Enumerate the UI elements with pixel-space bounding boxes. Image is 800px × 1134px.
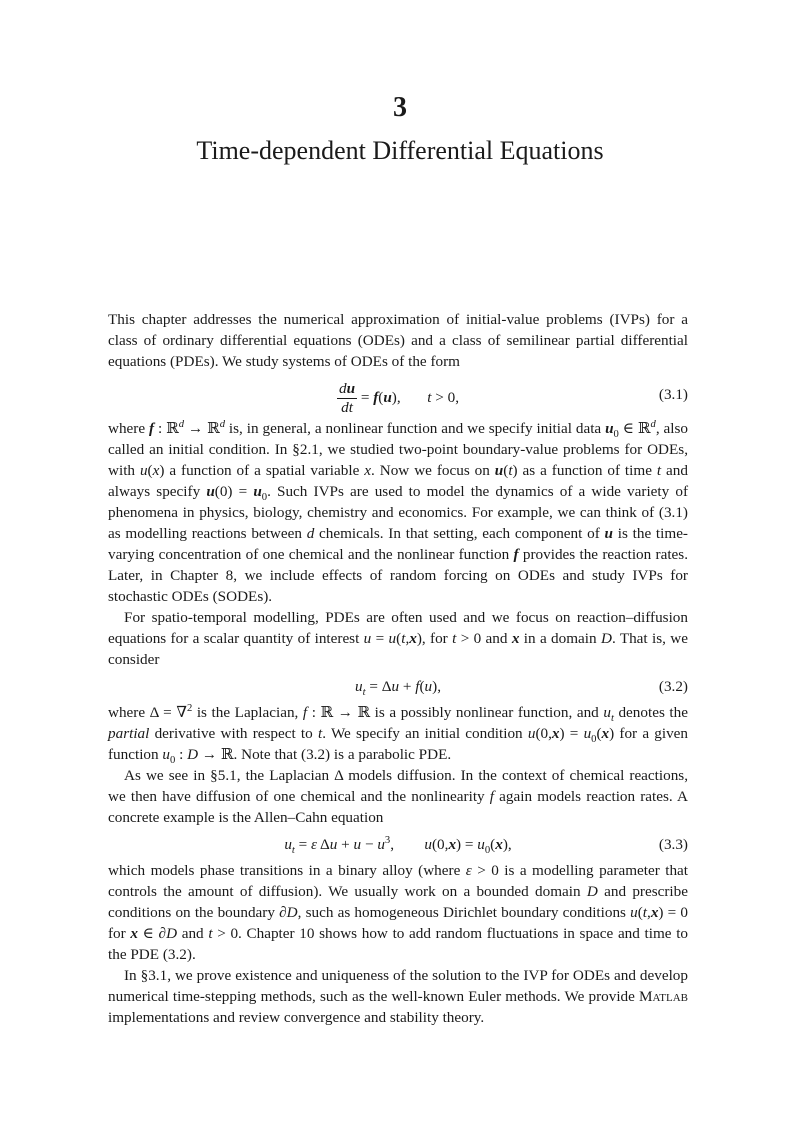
equation-number: (3.3) [658, 836, 688, 853]
chapter-body [108, 309, 688, 1028]
equation-3-2: $u_t = \Delta u + f(u)$, (3.2) [355, 678, 688, 699]
equation-number: (3.1) [658, 386, 688, 403]
chapter-number: 3 [393, 92, 407, 123]
paragraph-pde-intro: For spatio-temporal modelling, PDEs are often used and we focus on reaction–diffusion equations for a scalar quantity of interest u = u(t,x), for t > 0 and x in a domain D. That is, we consider [108, 609, 688, 668]
equation-number: (3.2) [658, 678, 688, 695]
paragraph-allen-cahn: which models phase transitions in a binary alloy (where ε > 0 is a modelling parameter that controls the amount of diffusion). We usually work on a bounded domain D and prescribe conditions on the boundary ∂D, such as homogeneous Dirichlet boundary conditions u(t,x) = 0 for x ∈ ∂D and t > 0. Chapter 10 shows how to add random fluctuations in space and time to the PDE (3.2). [108, 862, 689, 963]
equation-3-3: $u_t = \varepsilon$ $\Delta u + u - u^3$, $u(0,x) = u_0(x)$, (3.3) [284, 834, 688, 857]
paragraph-outline: In §3.1, we prove existence and uniqueness of the solution to the IVP for ODEs and develop numerical time-stepping methods, such as the well-known Euler methods. We provide Matlab implementations and review convergence and stability theory. [108, 967, 688, 1026]
paragraph-laplacian: where Δ = ∇$^2$ is the Laplacian, f : ℝ → ℝ is a possibly nonlinear function, and $u_t$ denotes the partial derivative with respect to t. We specify an initial condition $u(0,x) = u_0(x)$ for a given function $u_0$ : D → ℝ. Note that (3.2) is a parabolic PDE. [108, 702, 689, 767]
paragraph-diffusion: As we see in §5.1, the Laplacian Δ models diffusion. In the context of chemical reactions, we then have diffusion of one chemical and the nonlinearity f again models reaction rates. A concrete example is the Allen–Cahn equation [108, 767, 688, 826]
chapter-title: Time-dependent Differential Equations [196, 136, 604, 165]
equation-3-1: $\frac{du}{dt}$ = f(u), t > 0, (3.1) [338, 380, 688, 416]
paragraph-ode-context: where f : ℝ$^d$ → ℝ$^d$ is, in general, a nonlinear function and we specify initial data $u_0$ ∈ ℝ$^d$, also called an initial condition. In §2.1, we studied two-point boundary-value problems for ODEs, with u(x) a function of a spatial variable x. Now we focus on u(t) as a function of time t and always specify $u(0) = u_0$. Such IVPs are used to model the dynamics of a wide variety of phenomena in physics, biology, chemistry and economics. For example, we can think of (3.1) as modelling reactions between d chemicals. In that setting, each component of u is the time-varying concentration of one chemical and the nonlinear function f provides the reaction rates. Later, in Chapter 8, we include effects of random forcing on ODEs and study IVPs for stochastic ODEs (SODEs). [108, 418, 689, 605]
paragraph-intro: This chapter addresses the numerical approximation of initial-value problems (IVPs) for a class of ordinary differential equations (ODEs) and a class of semilinear partial differential equations (PDEs). We study systems of ODEs of the form [108, 311, 688, 370]
